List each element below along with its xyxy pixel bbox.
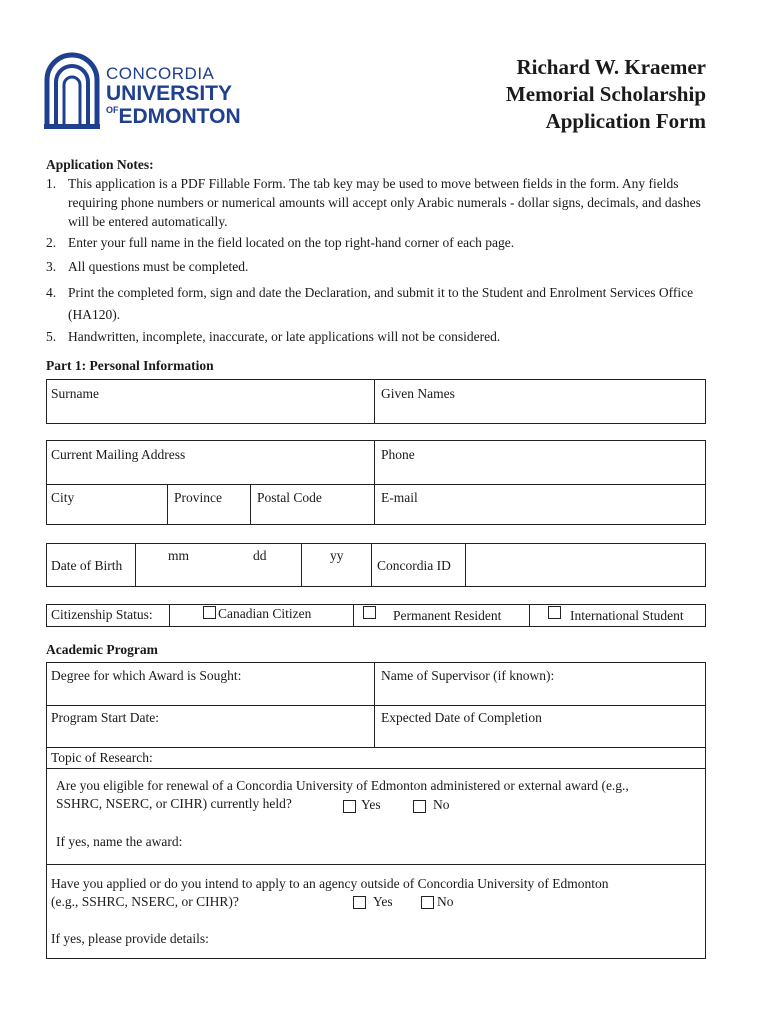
dob-yy-label: yy [330, 548, 344, 563]
completion-field[interactable] [377, 727, 703, 746]
province-label: Province [174, 490, 222, 505]
agency-question-line2: (e.g., SSHRC, NSERC, or CIHR)? [51, 894, 239, 909]
permanent-label: Permanent Resident [393, 608, 502, 623]
note-item: 2. Enter your full name in the field located on the top right-hand corner of each page. [46, 235, 515, 250]
agency-yes-checkbox[interactable] [353, 896, 366, 909]
surname-label: Surname [51, 386, 99, 401]
province-field[interactable] [170, 506, 248, 524]
given-names-label: Given Names [381, 386, 455, 401]
international-label: International Student [570, 608, 684, 623]
start-date-label: Program Start Date: [51, 710, 159, 725]
phone-field[interactable] [377, 463, 703, 483]
topic-field[interactable] [167, 749, 703, 767]
renewal-no-checkbox[interactable] [413, 800, 426, 813]
note-item: 1. This application is a PDF Fillable Form. The tab key may be used to move between fields in the form. Any fields requiring phone numbers or numerical amounts will accept only Arabic numerals - dollar signs, decimals, and dashes will be entered automatically. [46, 176, 701, 229]
renewal-question-line1: Are you eligible for renewal of a Concordia University of Edmonton administered or external award (e.g., [56, 778, 629, 793]
international-student-option[interactable] [531, 605, 703, 626]
phone-label: Phone [381, 447, 415, 462]
application-notes [46, 155, 716, 346]
concordia-id-field[interactable] [467, 546, 703, 584]
mailing-address-field[interactable] [48, 463, 372, 483]
dob-mm-label: mm [168, 548, 190, 563]
details-label: If yes, please provide details: [51, 931, 209, 946]
agency-question-line1: Have you applied or do you intend to apply to an agency outside of Concordia University of Edmonton [51, 876, 609, 891]
dob-dd-label: dd [253, 548, 267, 563]
mailing-address-label: Current Mailing Address [51, 447, 186, 462]
details-field[interactable] [237, 927, 703, 955]
supervisor-label: Name of Supervisor (if known): [381, 668, 555, 683]
international-checkbox[interactable] [548, 606, 561, 619]
form-title [506, 54, 706, 135]
university-logo [44, 52, 274, 132]
email-label: E-mail [381, 490, 418, 505]
note-item: 5. Handwritten, incomplete, inaccurate, or late applications will not be considered. [46, 329, 501, 344]
renewal-yes-checkbox[interactable] [343, 800, 356, 813]
title-line-3: Application Form [545, 109, 706, 133]
completion-label: Expected Date of Completion [381, 710, 542, 725]
logo-line-university: UNIVERSITY [106, 82, 233, 105]
agency-no-label: No [437, 894, 454, 909]
logo-line-edmonton: EDMONTON [118, 105, 241, 128]
citizenship-label: Citizenship Status: [51, 607, 153, 622]
address-box [46, 440, 706, 525]
start-date-field[interactable] [48, 727, 372, 746]
name-box [46, 379, 706, 424]
academic-box [46, 662, 706, 959]
email-field[interactable] [377, 506, 703, 524]
canadian-label: Canadian Citizen [218, 606, 312, 621]
notes-heading: Application Notes: [46, 157, 154, 172]
arch-logo-icon [44, 52, 100, 130]
permanent-checkbox[interactable] [363, 606, 376, 619]
supervisor-field[interactable] [377, 685, 703, 704]
award-name-field[interactable] [207, 831, 703, 853]
renewal-yes-label: Yes [361, 797, 381, 812]
given-names-field[interactable] [377, 402, 703, 422]
dob-year-field[interactable] [303, 564, 369, 584]
permanent-resident-option[interactable] [355, 605, 531, 626]
concordia-id-label: Concordia ID [377, 558, 451, 573]
title-line-1: Richard W. Kraemer [516, 55, 706, 79]
surname-field[interactable] [48, 402, 372, 422]
degree-field[interactable] [48, 685, 372, 704]
agency-no-checkbox[interactable] [421, 896, 434, 909]
logo-line-concordia: CONCORDIA [106, 64, 215, 83]
agency-yes-label: Yes [373, 894, 393, 909]
renewal-no-label: No [433, 797, 450, 812]
postal-code-label: Postal Code [257, 490, 322, 505]
dob-field[interactable] [137, 564, 299, 584]
canadian-citizen-option[interactable] [175, 605, 355, 626]
renewal-question-line2: SSHRC, NSERC, or CIHR) currently held? [56, 796, 292, 811]
dob-id-box [46, 543, 706, 587]
title-line-2: Memorial Scholarship [505, 82, 706, 106]
note-item: 3. All questions must be completed. [46, 259, 249, 274]
citizenship-box [46, 604, 706, 627]
topic-label: Topic of Research: [51, 750, 153, 765]
award-name-label: If yes, name the award: [56, 834, 183, 849]
part1-heading: Part 1: Personal Information [46, 358, 214, 373]
postal-code-field[interactable] [253, 506, 372, 524]
city-label: City [51, 490, 75, 505]
logo-of: OF [106, 105, 119, 115]
academic-heading: Academic Program [46, 642, 158, 657]
dob-label: Date of Birth [51, 558, 123, 573]
city-field[interactable] [48, 506, 165, 524]
canadian-checkbox[interactable] [203, 606, 216, 619]
degree-label: Degree for which Award is Sought: [51, 668, 242, 683]
note-item: 4. Print the completed form, sign and date the Declaration, and submit it to the Student and Enrolment Services Office (HA120). [46, 285, 694, 322]
